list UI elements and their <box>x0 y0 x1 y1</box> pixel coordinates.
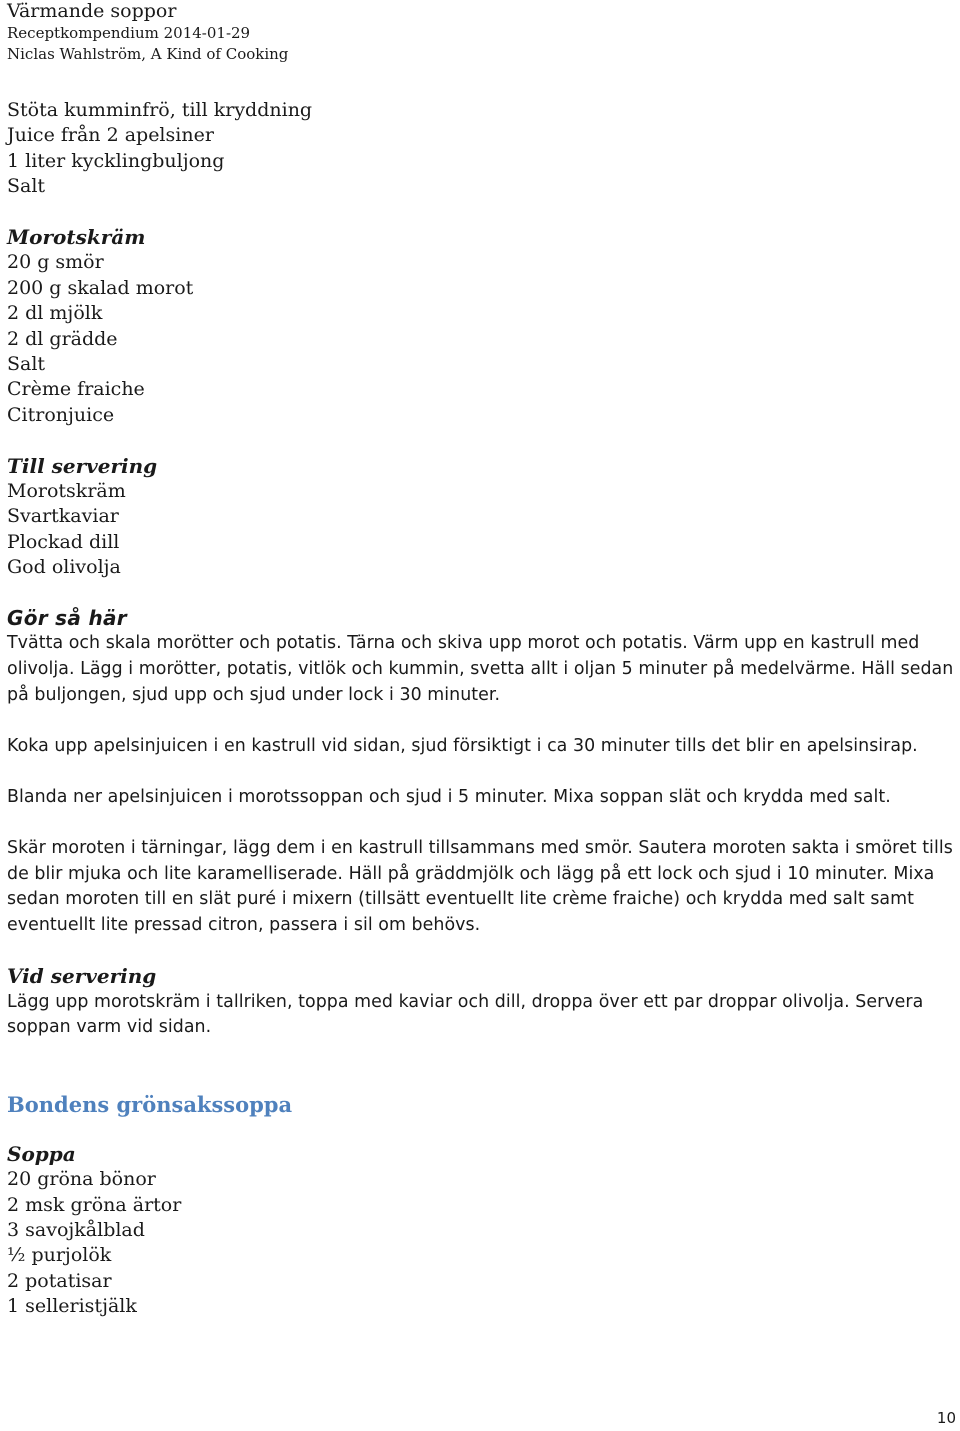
ingredient-item: 3 savojkålblad <box>7 1219 145 1242</box>
ingredient-item: Salt <box>7 175 46 198</box>
recipe-title: Bondens grönsakssoppa <box>7 1091 293 1117</box>
section-vid-servering <box>7 964 955 1041</box>
ingredient-item: 2 potatisar <box>7 1269 112 1292</box>
section-gor-sa-har <box>7 606 955 939</box>
ingredient-item: Plockad dill <box>7 530 120 553</box>
section-heading-vid-servering: Vid servering <box>7 964 157 989</box>
instruction-paragraph: Blanda ner apelsinjuicen i morotssoppan och sjud i 5 minuter. Mixa soppan slät och krydda med salt. <box>7 787 891 808</box>
section-heading-till-servering: Till servering <box>7 453 158 478</box>
recipe-bondens-gronsakssoppa <box>7 1092 955 1320</box>
document-header <box>7 0 955 65</box>
instruction-paragraph: Skär moroten i tärningar, lägg dem i en kastrull tillsammans med smör. Sautera moroten sakta i smöret tills de blir mjuka och lite karamelliserade. Häll på gräddmjölk och lägg på ett lock och sjud i 10 minuter. Mixa sedan moroten till en slät puré i mixern (tillsätt eventuellt lite crème fraiche) och krydda med salt samt eventuellt lite pressad citron, passera i sil om behövs. <box>7 838 953 936</box>
serving-paragraph: Lägg upp morotskräm i tallriken, toppa med kaviar och dill, droppa över ett par droppar olivolja. Servera soppan varm vid sidan. <box>7 991 924 1038</box>
ingredient-item: Salt <box>7 353 46 376</box>
ingredient-item: 2 dl mjölk <box>7 302 103 325</box>
page-number: 10 <box>936 1409 956 1427</box>
section-morotskram <box>7 225 955 428</box>
ingredient-item: 1 liter kycklingbuljong <box>7 149 225 172</box>
ingredient-list-morotskram <box>7 250 955 428</box>
ingredient-item: God olivolja <box>7 556 121 579</box>
section-till-servering <box>7 454 955 581</box>
section-heading-gor-sa-har: Gör så här <box>7 606 127 631</box>
ingredient-list-till-servering <box>7 479 955 581</box>
section-heading-soppa: Soppa <box>7 1141 76 1166</box>
ingredient-item: 200 g skalad morot <box>7 276 194 299</box>
ingredient-item: Morotskräm <box>7 480 126 503</box>
instruction-paragraph: Koka upp apelsinjuicen i en kastrull vid sidan, sjud försiktigt i ca 30 minuter tills det blir en apelsinsirap. <box>7 735 918 756</box>
document-page <box>7 0 955 1320</box>
ingredient-item: 2 dl grädde <box>7 327 118 350</box>
ingredient-item: Stöta kumminfrö, till kryddning <box>7 99 313 121</box>
document-author: Niclas Wahlström, A Kind of Cooking <box>7 45 289 63</box>
section-heading-morotskram: Morotskräm <box>7 225 146 250</box>
ingredient-item: Citronjuice <box>7 403 115 426</box>
ingredient-item: Juice från 2 apelsiner <box>7 124 214 147</box>
ingredient-item: Crème fraiche <box>7 378 145 401</box>
ingredient-item: ½ purjolök <box>7 1244 112 1267</box>
ingredient-list-soppa <box>7 1167 955 1319</box>
ingredient-item: 2 msk gröna ärtor <box>7 1193 182 1216</box>
ingredient-item: Svartkaviar <box>7 505 119 528</box>
instruction-paragraph: Tvätta och skala morötter och potatis. Tärna och skiva upp morot och potatis. Värm upp en kastrull med olivolja. Lägg i morötter, potatis, vitlök och kummin, svetta allt i oljan 5 minuter på medelvärme. Häll sedan på buljongen, sjud upp och sjud under lock i 30 minuter. <box>7 633 954 705</box>
ingredient-list-top <box>7 98 955 200</box>
document-title: Värmande soppor <box>7 0 177 22</box>
ingredient-item: 20 g smör <box>7 251 104 274</box>
ingredient-item: 1 selleristjälk <box>7 1295 137 1318</box>
document-compendium-date: Receptkompendium 2014-01-29 <box>7 24 251 42</box>
ingredient-item: 20 gröna bönor <box>7 1168 156 1191</box>
